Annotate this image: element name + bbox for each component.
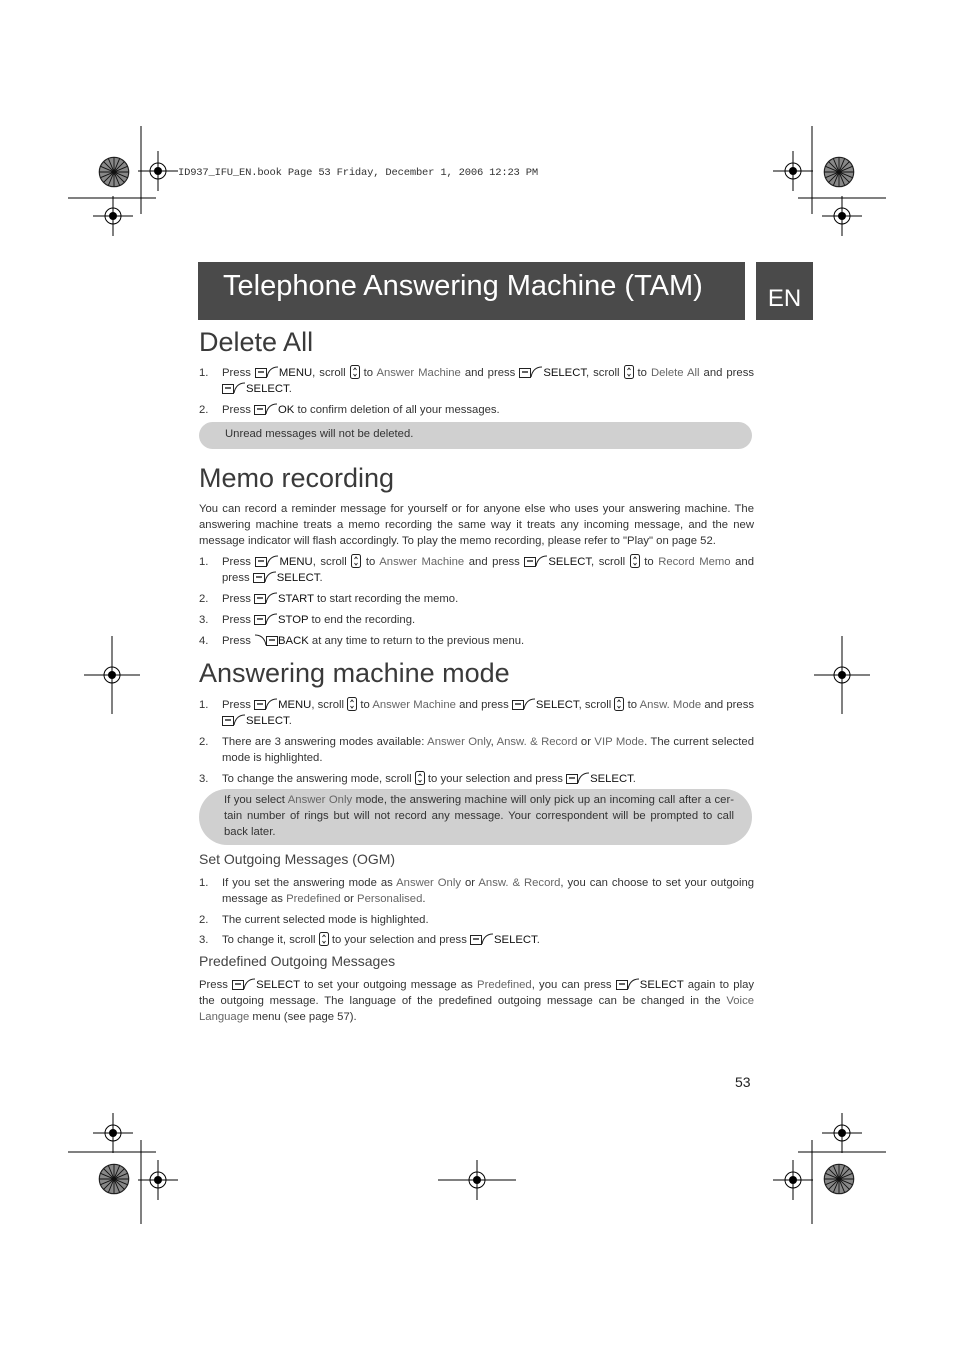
star-target-icon: [97, 155, 131, 189]
left-softkey-icon: [616, 978, 640, 990]
star-target-icon: [822, 1162, 856, 1196]
list-item: 1. Press MENU, scroll to Answer Machine and press SELECT, scroll to Answ. Mode and press SELECT.: [199, 699, 755, 727]
scroll-key-icon: [614, 697, 624, 711]
left-softkey-icon: [524, 555, 548, 567]
print-header-info: ID937_IFU_EN.book Page 53 Friday, December 1, 2006 12:23 PM: [178, 167, 538, 179]
left-softkey-icon: [254, 403, 278, 415]
registration-mark-icon: [822, 196, 862, 236]
registration-mark-icon: [84, 636, 140, 714]
list-item: 2. There are 3 answering modes available: Answer Only, Answ. & Record or VIP Mode. The current selected mode is highlighted.: [199, 736, 754, 764]
scroll-key-icon: [351, 554, 361, 568]
left-softkey-icon: [519, 366, 543, 378]
set-ogm-heading: Set Outgoing Messages (OGM): [199, 851, 396, 867]
registration-mark-icon: [138, 151, 178, 191]
list-item: 3. To change the answering mode, scroll to your selection and press SELECT.: [199, 773, 636, 785]
list-item: 4. Press BACK at any time to return to the previous menu.: [199, 635, 525, 647]
chapter-title: Telephone Answering Machine (TAM): [223, 270, 703, 302]
delete-all-heading: Delete All: [199, 327, 314, 357]
left-softkey-icon: [255, 555, 279, 567]
registration-mark-icon: [822, 1113, 862, 1153]
right-softkey-icon: [254, 634, 278, 646]
language-tab: EN: [756, 262, 813, 320]
left-softkey-icon: [222, 714, 246, 726]
list-item: 2. Press START to start recording the memo.: [199, 593, 459, 605]
note-box: Unread messages will not be deleted.: [199, 422, 752, 449]
list-item: 1. Press MENU, scroll to Answer Machine and press SELECT, scroll to Delete All and press SELECT.: [199, 367, 755, 395]
scroll-key-icon: [630, 554, 640, 568]
left-softkey-icon: [222, 382, 246, 394]
scroll-key-icon: [624, 365, 634, 379]
left-softkey-icon: [566, 772, 590, 784]
left-softkey-icon: [254, 592, 278, 604]
registration-mark-icon: [438, 1160, 516, 1200]
predefined-ogm-heading: Predefined Outgoing Messages: [199, 953, 396, 969]
registration-mark-icon: [814, 636, 870, 714]
scroll-key-icon: [347, 697, 357, 711]
list-item: 1. Press MENU, scroll to Answer Machine and press SELECT, scroll to Record Memo and press SELECT.: [199, 556, 755, 584]
predefined-ogm-paragraph: Press SELECT to set your outgoing message as Predefined, you can press SELECT again to play the outgoing message. The language of the predefined outgoing message can be changed in the Voice Language menu (see page 57).: [199, 979, 755, 1023]
registration-mark-icon: [773, 1160, 813, 1200]
star-target-icon: [822, 155, 856, 189]
scroll-key-icon: [415, 771, 425, 785]
left-softkey-icon: [254, 698, 278, 710]
left-softkey-icon: [253, 571, 277, 583]
registration-mark-icon: [93, 196, 133, 236]
page-number: 53: [735, 1074, 751, 1090]
registration-mark-icon: [138, 1160, 178, 1200]
star-target-icon: [97, 1162, 131, 1196]
chapter-title-bar: [198, 262, 745, 320]
registration-mark-icon: [93, 1113, 133, 1153]
left-softkey-icon: [254, 613, 278, 625]
answering-mode-heading: Answering machine mode: [199, 658, 510, 688]
left-softkey-icon: [512, 698, 536, 710]
registration-mark-icon: [773, 151, 813, 191]
list-item: 3. To change it, scroll to your selection and press SELECT.: [199, 934, 540, 946]
note-box: If you select Answer Only mode, the answering machine will only pick up an incoming call after a cer-tain number of rings but will not record any message. Your correspondent will be prompted to call back later.: [199, 789, 752, 845]
list-item: 1. If you set the answering mode as Answer Only or Answ. & Record, you can choose to set your outgoing message as Predefined or Personalised.: [199, 877, 755, 905]
scroll-key-icon: [350, 365, 360, 379]
scroll-key-icon: [319, 932, 329, 946]
list-item: 2. The current selected mode is highlighted.: [199, 914, 429, 926]
left-softkey-icon: [255, 366, 279, 378]
memo-intro-paragraph: You can record a reminder message for yourself or for anyone else who uses your answering machine. The answering machine treats a memo recording the same way it treats any incoming message, and the new message indicator will flash accordingly. To play the memo recording, please refer to "Play" on page 52.: [199, 503, 754, 547]
list-item: 3. Press STOP to end the recording.: [199, 614, 416, 626]
memo-recording-heading: Memo recording: [199, 463, 395, 493]
list-item: 2. Press OK to confirm deletion of all your messages.: [199, 404, 500, 416]
left-softkey-icon: [470, 933, 494, 945]
left-softkey-icon: [232, 978, 256, 990]
